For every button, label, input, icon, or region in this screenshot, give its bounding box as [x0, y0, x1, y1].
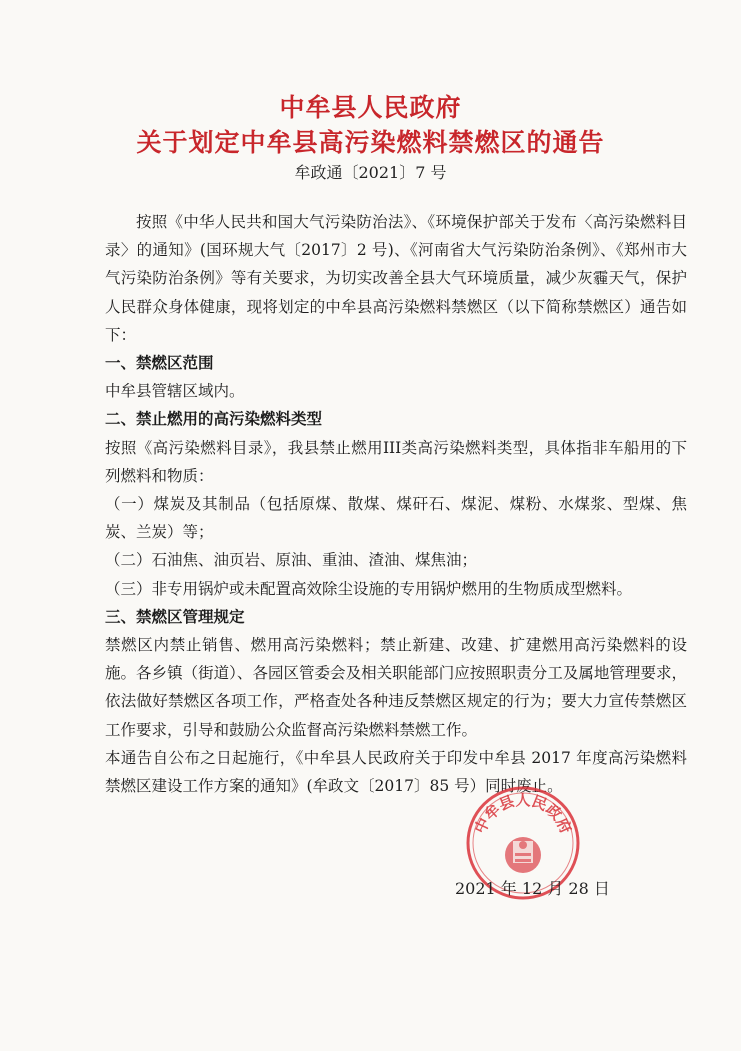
- document-number: 牟政通〔2021〕7 号: [294, 163, 447, 182]
- svg-text:中牟县人民政府: [471, 791, 575, 836]
- section-1-text: 中牟县管辖区域内。: [105, 382, 245, 401]
- section-2-item-2: （二）石油焦、油页岩、原油、重油、渣油、煤焦油；: [105, 551, 478, 570]
- section-3-heading: 三、禁燃区管理规定: [105, 607, 245, 626]
- document-title-line1: 中牟县人民政府: [279, 93, 462, 122]
- section-2-item-3: （三）非专用锅炉或未配置高效除尘设施的专用锅炉燃用的生物质成型燃料。: [105, 579, 633, 598]
- section-2-heading: 二、禁止燃用的高污染燃料类型: [105, 410, 323, 429]
- document-body: [105, 208, 687, 800]
- document-title-line2: 关于划定中牟县高污染燃料禁燃区的通告: [136, 128, 605, 157]
- emblem-icon: [505, 837, 541, 873]
- section-2-text: 按照《高污染燃料目录》，我县禁止燃用III类高污染燃料类型，具体指非车船用的下列燃料和物质：: [105, 438, 687, 485]
- section-3-text: 禁燃区内禁止销售、燃用高污染燃料；禁止新建、改建、扩建燃用高污染燃料的设施。各乡镇（街道）、各园区管委会及相关职能部门应按照职责分工及属地管理要求，依法做好禁燃区各项工作，严格查处各种违反禁燃区规定的行为；要大力宣传禁燃区工作要求，引导和鼓励公众监督高污染燃料禁燃工作。: [105, 636, 687, 739]
- seal-text: 中牟县人民政府: [470, 791, 576, 837]
- closing-paragraph: 本通告自公布之日起施行，《中牟县人民政府关于印发中牟县 2017 年度高污染燃料禁燃区建设工作方案的通知》(牟政文〔2017〕85 号）同时废止。: [105, 748, 687, 796]
- section-2-item-1: （一）煤炭及其制品（包括原煤、散煤、煤矸石、煤泥、煤粉、水煤浆、型煤、焦炭、兰炭）等；: [105, 495, 687, 542]
- intro-paragraph: 按照《中华人民共和国大气污染防治法》、《环境保护部关于发布〈高污染燃料目录〉的通知》(国环规大气〔2017〕2 号)、《河南省大气污染防治条例》、《郑州市大气污染防治条例》等有关要求，为切实改善全县大气环境质量，减少灰霾天气，保护人民群众身体健康，现将划定的中牟县高污染燃料禁燃区（以下简称禁燃区）通告如下：: [105, 213, 687, 344]
- section-1-heading: 一、禁燃区范围: [105, 354, 214, 373]
- document-date: 2021 年 12 月 28 日: [455, 879, 610, 898]
